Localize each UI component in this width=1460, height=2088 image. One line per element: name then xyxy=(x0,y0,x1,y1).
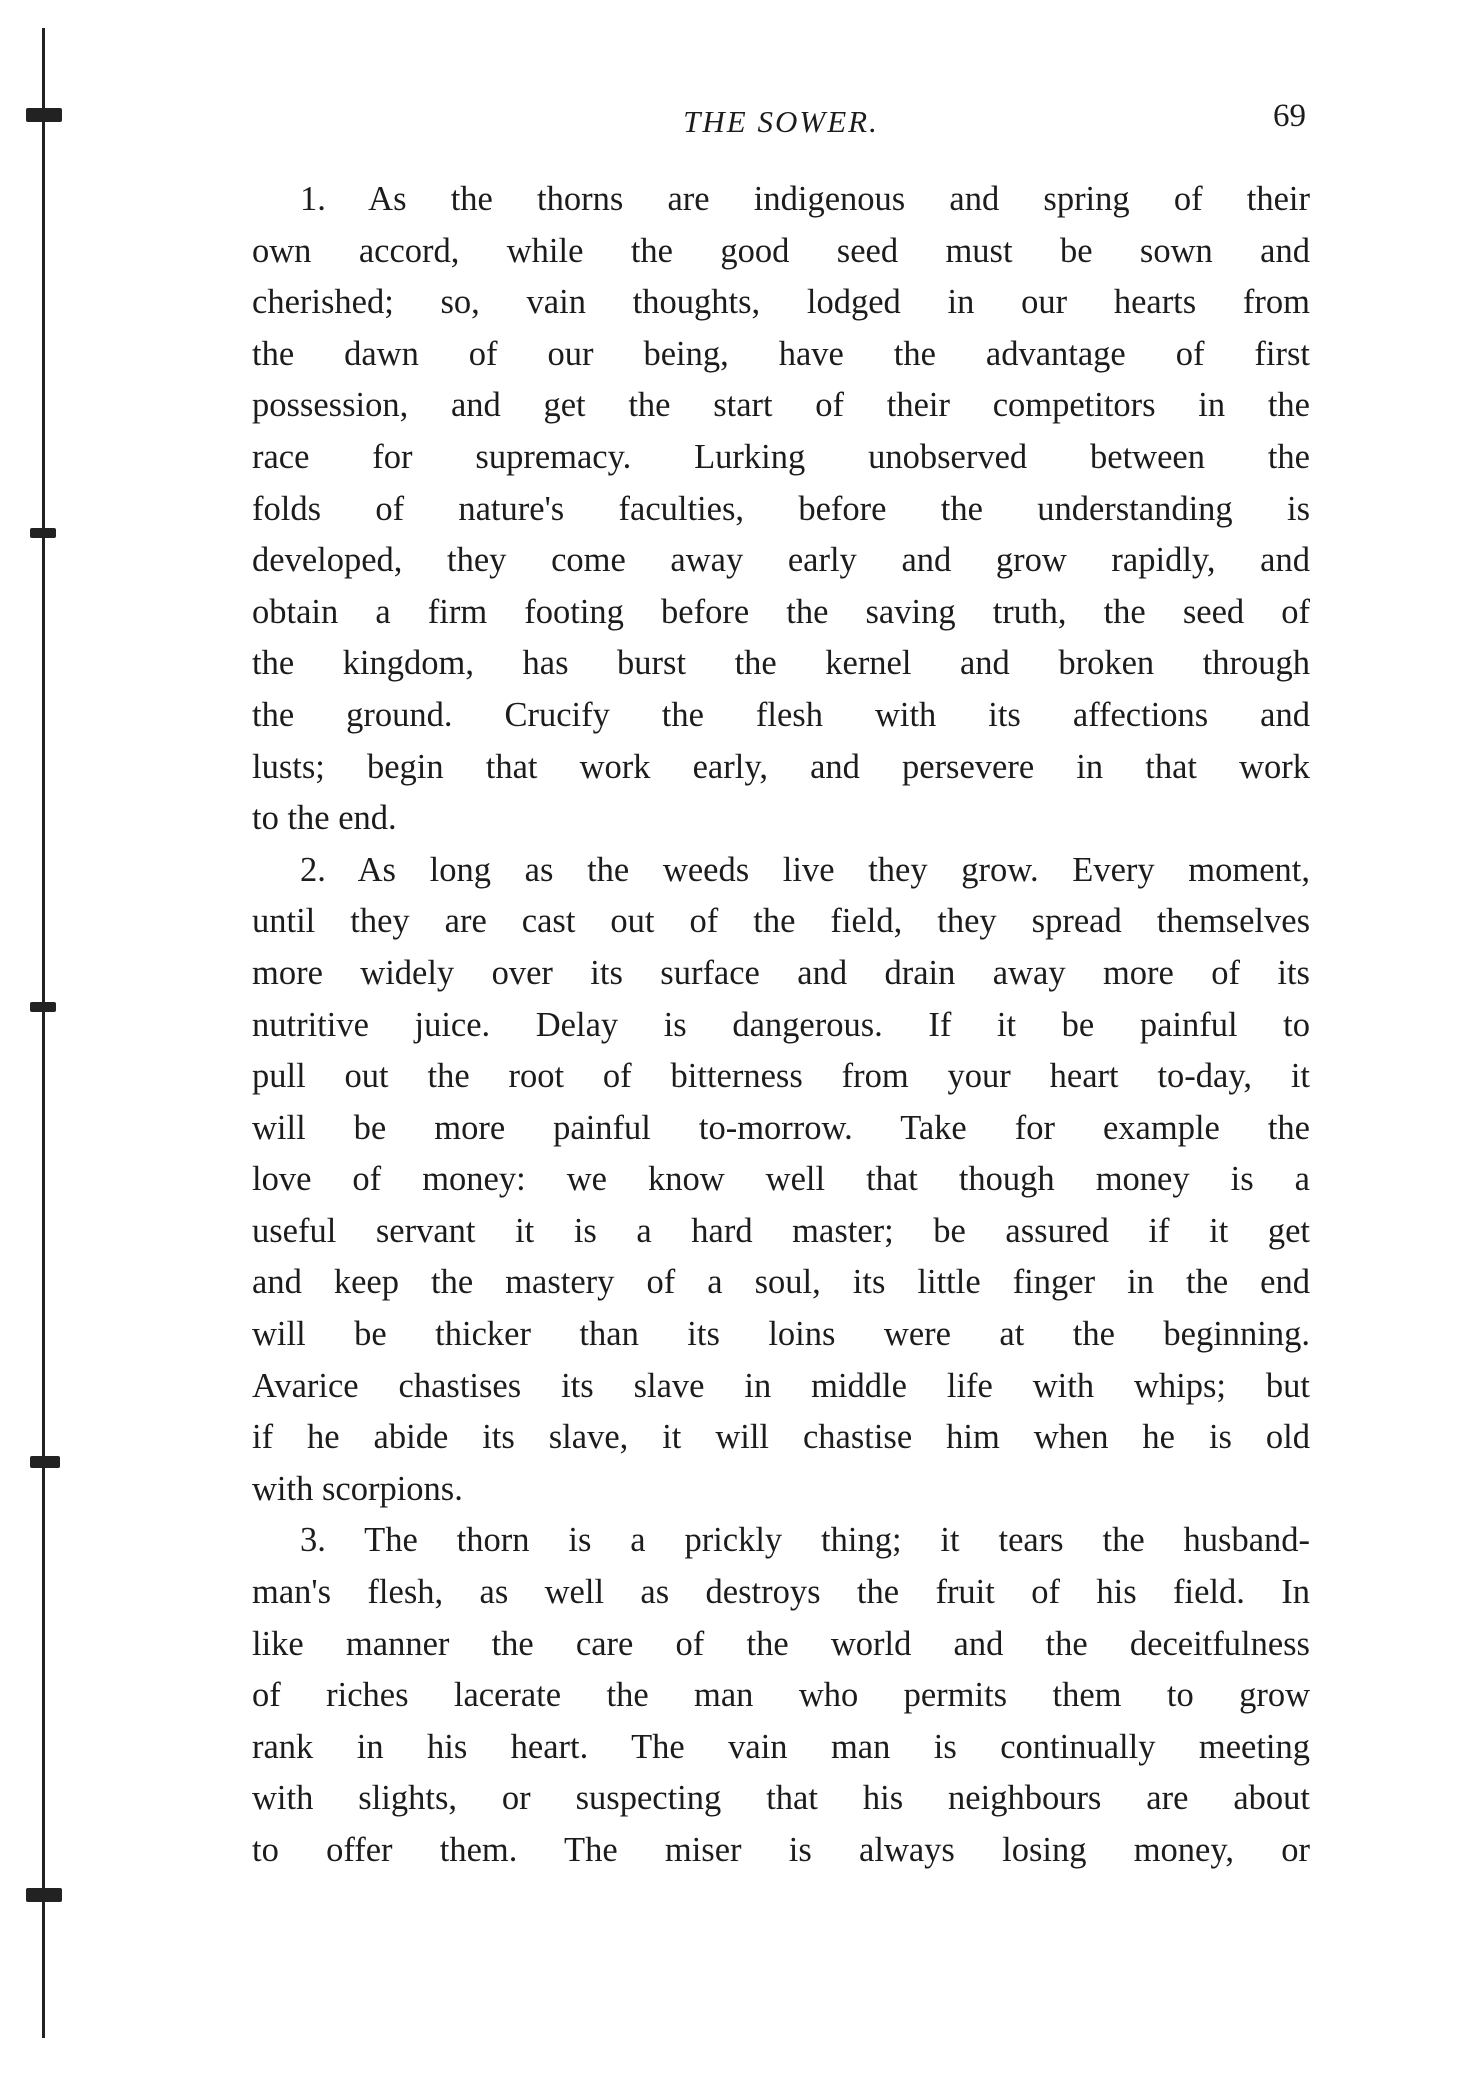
page-number: 69 xyxy=(1273,98,1306,134)
text-line: more widely over its surface and drain away more of its xyxy=(252,953,1310,992)
text-line: to the end. xyxy=(252,799,397,838)
text-line: developed, they come away early and grow rapidly, and xyxy=(252,541,1310,580)
text-line: useful servant it is a hard master; be assured if it get xyxy=(252,1211,1310,1250)
running-head xyxy=(252,96,1310,152)
text-line: of riches lacerate the man who permits them to grow xyxy=(252,1676,1310,1715)
paragraph-1 xyxy=(252,174,1310,845)
text-line: until they are cast out of the field, they spread themselves xyxy=(252,902,1310,941)
text-line: 1. As the thorns are indigenous and spring of their xyxy=(300,180,1310,218)
text-line: with scorpions. xyxy=(252,1469,463,1508)
binding-edge-line xyxy=(42,28,45,2038)
paragraph-3 xyxy=(252,1515,1310,1876)
text-line: own accord, while the good seed must be sown and xyxy=(252,231,1310,270)
text-line: man's flesh, as well as destroys the fruit of his field. In xyxy=(252,1573,1310,1612)
text-line: pull out the root of bitterness from your heart to-day, it xyxy=(252,1057,1310,1096)
text-line: the dawn of our being, have the advantage of first xyxy=(252,334,1310,373)
text-line: lusts; begin that work early, and persevere in that work xyxy=(252,747,1310,786)
text-line: race for supremacy. Lurking unobserved between the xyxy=(252,437,1310,476)
binding-stitch-mark xyxy=(30,1002,56,1012)
paragraph-2 xyxy=(252,845,1310,1516)
text-line: possession, and get the start of their competitors in the xyxy=(252,386,1310,425)
binding-stitch-mark xyxy=(26,1888,62,1902)
book-page xyxy=(252,96,1310,1877)
text-line: if he abide its slave, it will chastise him when he is old xyxy=(252,1418,1310,1457)
text-line: 3. The thorn is a prickly thing; it tears the husband- xyxy=(300,1521,1310,1560)
binding-stitch-mark xyxy=(30,1456,60,1468)
running-title: THE SOWER. xyxy=(683,104,879,139)
text-line: like manner the care of the world and the deceitfulness xyxy=(252,1624,1310,1663)
text-line: Avarice chastises its slave in middle life with whips; but xyxy=(252,1366,1310,1405)
text-line: obtain a firm footing before the saving truth, the seed of xyxy=(252,592,1310,631)
text-line: folds of nature's faculties, before the understanding is xyxy=(252,489,1310,528)
binding-stitch-mark xyxy=(30,528,56,538)
text-line: will be thicker than its loins were at the beginning. xyxy=(252,1315,1310,1354)
text-line: the ground. Crucify the flesh with its affections and xyxy=(252,695,1310,734)
binding-stitch-mark xyxy=(26,108,62,122)
text-line: rank in his heart. The vain man is continually meeting xyxy=(252,1727,1310,1766)
text-line: 2. As long as the weeds live they grow. Every moment, xyxy=(300,850,1310,889)
text-line: and keep the mastery of a soul, its little finger in the end xyxy=(252,1263,1310,1302)
text-line: cherished; so, vain thoughts, lodged in our hearts from xyxy=(252,283,1310,322)
text-line: with slights, or suspecting that his neighbours are about xyxy=(252,1779,1310,1818)
text-line: the kingdom, has burst the kernel and broken through xyxy=(252,644,1310,683)
text-line: nutritive juice. Delay is dangerous. If it be painful to xyxy=(252,1005,1310,1044)
text-line: love of money: we know well that though money is a xyxy=(252,1160,1310,1199)
text-line: will be more painful to-morrow. Take for example the xyxy=(252,1108,1310,1147)
text-line: to offer them. The miser is always losing money, or xyxy=(252,1831,1310,1869)
